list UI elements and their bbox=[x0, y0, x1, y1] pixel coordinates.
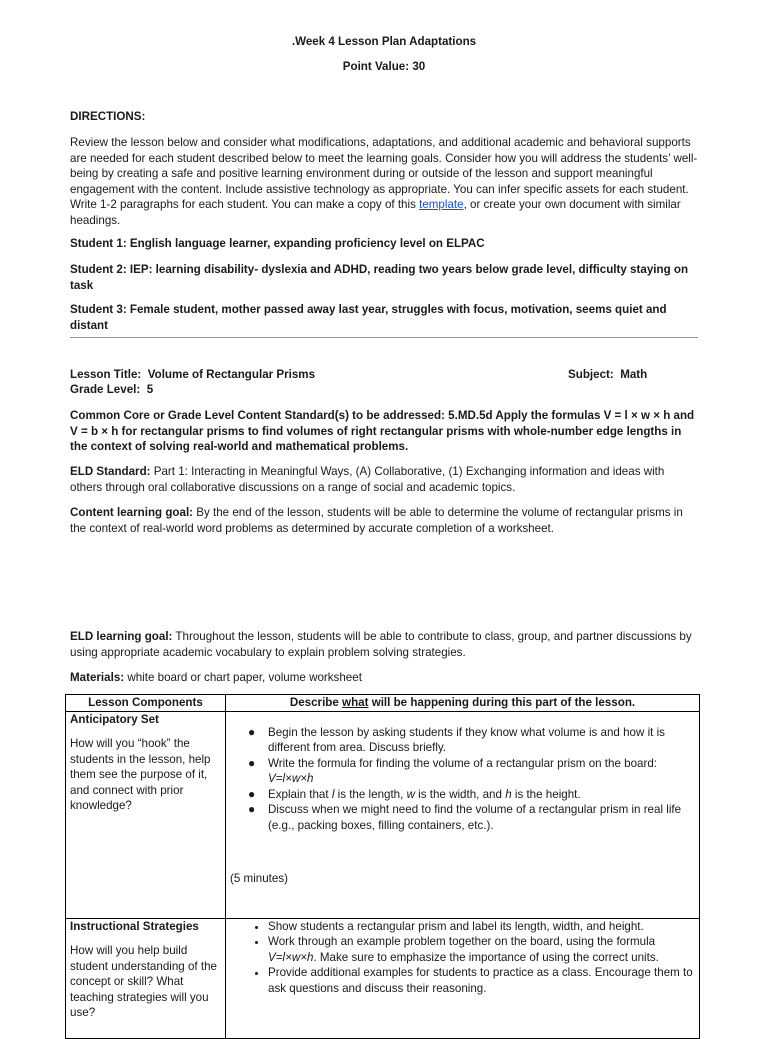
instructional-cell bbox=[66, 918, 226, 1038]
anticipatory-time: (5 minutes) bbox=[230, 872, 288, 885]
content-learning-goal: Content learning goal: By the end of the lesson, students will be able to determine the volume of rectangular prisms in the context of real-world word problems as determined by accurate completion of a worksheet. bbox=[70, 506, 683, 535]
lesson-title-label: Lesson Title: bbox=[70, 368, 142, 381]
divider bbox=[70, 337, 698, 338]
student-3: Student 3: Female student, mother passed away last year, struggles with focus, motivation, seems quiet and distant bbox=[70, 303, 667, 332]
list-item: • Provide additional examples for students to practice as a class. Encourage them to ask questions and discuss their reasoning. bbox=[268, 965, 695, 996]
instructional-heading: Instructional Strategies bbox=[70, 919, 199, 933]
anticipatory-description bbox=[226, 711, 700, 918]
anticipatory-cell bbox=[66, 711, 226, 918]
instructional-description bbox=[226, 918, 700, 1038]
eld-learning-goal: ELD learning goal: Throughout the lesson, students will be able to contribute to class, group, and partner discussions by using appropriate academic vocabulary to explain problem solving strategies. bbox=[70, 630, 692, 659]
list-item: ● Discuss when we might need to find the volume of a rectangular prism in real life (e.g., packing boxes, filling containers, etc.). bbox=[268, 802, 695, 833]
directions-text: Review the lesson below and consider what modifications, adaptations, and additional academic and behavioral supports are needed for each student described below to meet the learning goals. Consider how you will address the students’ well-being by creating a safe and positive learning environment during or outside of the lesson and support meaningful engagement with the content. Include assistive technology as appropriate. You can infer specific assets for each student. Write 1-2 paragraphs for each student. You can make a copy of this bbox=[70, 136, 698, 211]
lesson-title-value: Volume of Rectangular Prisms bbox=[147, 368, 316, 381]
document-title: .Week 4 Lesson Plan Adaptations bbox=[291, 35, 477, 48]
list-item: • Work through an example problem together on the board, using the formula V=l×w×h. Make sure to emphasize the importance of using the correct units. bbox=[268, 934, 695, 965]
list-item: • Show students a rectangular prism and label its length, width, and height. bbox=[268, 919, 695, 935]
eld-standard: ELD Standard: Part 1: Interacting in Meaningful Ways, (A) Collaborative, (1) Exchanging information and ideas with others through oral collaborative discussions on a range of social and academic topics. bbox=[70, 465, 665, 494]
anticipatory-prompt: How will you “hook” the students in the lesson, help them see the purpose of it, and connect with prior knowledge? bbox=[70, 737, 211, 812]
subject: Subject: Math bbox=[568, 368, 648, 381]
directions-heading: DIRECTIONS: bbox=[70, 110, 146, 123]
instructional-list bbox=[230, 919, 695, 997]
template-link[interactable]: template bbox=[419, 198, 464, 211]
student-1: Student 1: English language learner, expanding proficiency level on ELPAC bbox=[70, 237, 485, 250]
list-item: ● Write the formula for finding the volume of a rectangular prism on the board: V=l×w×h bbox=[268, 756, 695, 787]
table-header-row bbox=[66, 695, 700, 712]
col-header-describe: Describe what will be happening during this part of the lesson. bbox=[226, 695, 700, 712]
anticipatory-heading: Anticipatory Set bbox=[70, 712, 159, 726]
materials: Materials: white board or chart paper, volume worksheet bbox=[70, 671, 362, 684]
content-standard: Common Core or Grade Level Content Standard(s) to be addressed: 5.MD.5d Apply the formulas V = l × w × h and V = b × h for rectangular prisms to find volumes of right rectangular prisms with whole-number edge lengths in the context of solving real-world and mathematical problems. bbox=[70, 409, 695, 453]
grade-level: Grade Level: 5 bbox=[70, 383, 154, 396]
anticipatory-list bbox=[230, 725, 695, 834]
directions-text-end: , or create your own document with similar headings. bbox=[70, 198, 681, 227]
col-header-components: Lesson Components bbox=[66, 695, 226, 712]
student-2: Student 2: IEP: learning disability- dyslexia and ADHD, reading two years below grade level, difficulty staying on task bbox=[70, 263, 689, 292]
point-value: Point Value: 30 bbox=[342, 60, 426, 73]
table-row-instructional bbox=[66, 918, 700, 1038]
list-item: ● Begin the lesson by asking students if they know what volume is and how it is different from area. Discuss briefly. bbox=[268, 725, 695, 756]
directions-paragraph bbox=[70, 135, 698, 228]
lesson-title-row bbox=[70, 368, 698, 381]
table-row-anticipatory bbox=[66, 711, 700, 918]
lesson-table bbox=[65, 694, 700, 1039]
instructional-prompt: How will you help build student understanding of the concept or skill? What teaching strategies will you use? bbox=[70, 944, 217, 1019]
list-item: ● Explain that l is the length, w is the width, and h is the height. bbox=[268, 787, 695, 803]
